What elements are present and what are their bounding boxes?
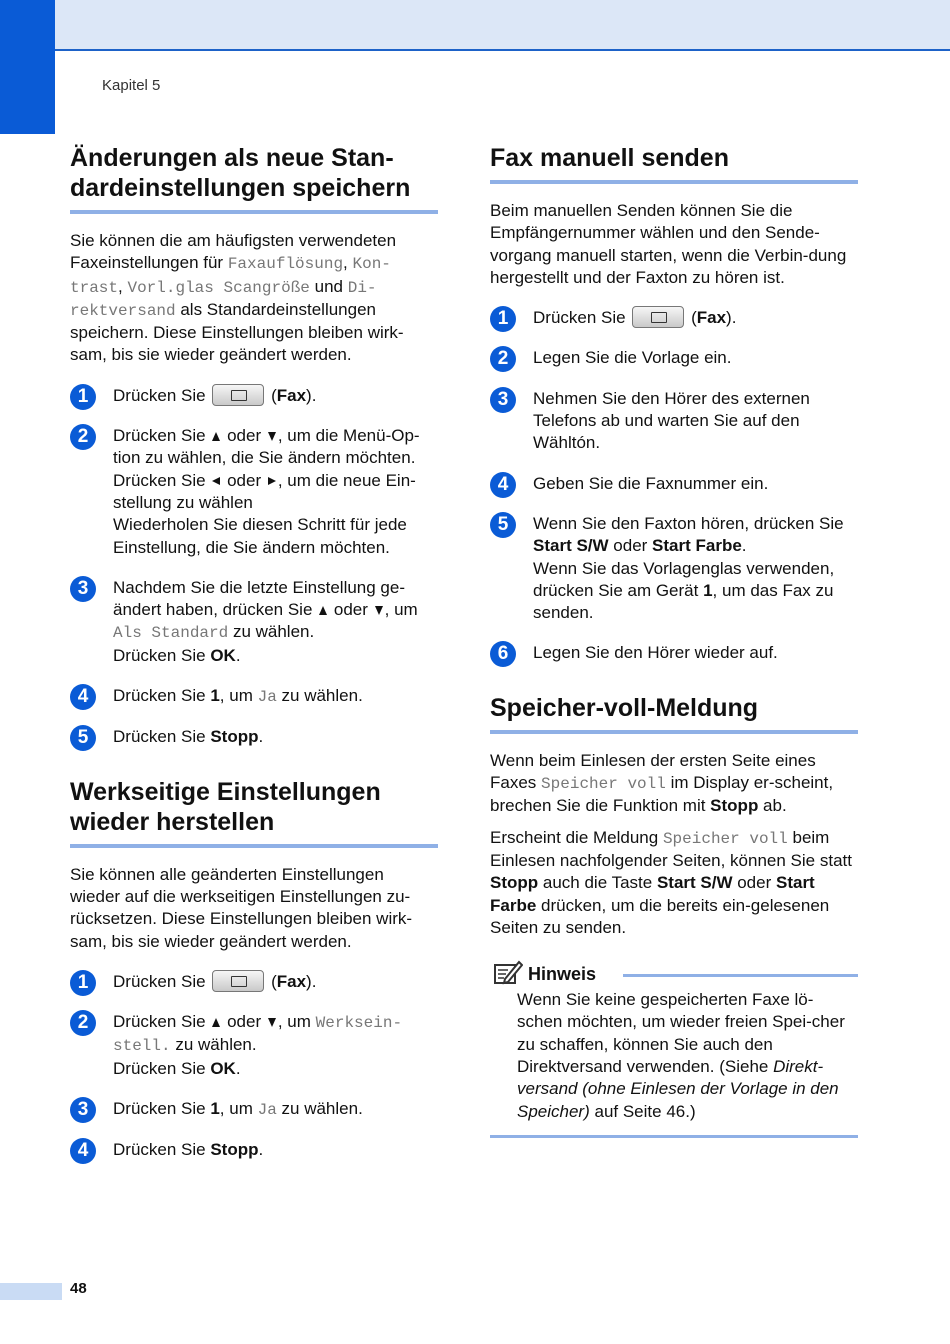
step-number: 2 [70,424,96,450]
note-divider [623,974,858,977]
memory-full-paragraph-1: Wenn beim Einlesen der ersten Seite eines Faxes Speicher voll im Display er-scheint, brechen Sie die Funktion mit Stopp ab. [490,750,834,816]
step-2: 2 Legen Sie die Vorlage ein. [490,347,858,369]
step-2: 2 Drücken Sie oder , um Werksein-stell. zu wählen. Drücken Sie OK. [70,1011,438,1080]
step-number: 2 [490,346,516,372]
section-title-manual-fax: Fax manuell senden [490,143,858,184]
right-arrow-icon [268,477,276,485]
chapter-label: Kapitel 5 [102,77,161,94]
up-arrow-icon [319,606,327,615]
down-arrow-icon [268,432,276,441]
step-6: 6 Legen Sie den Hörer wieder auf. [490,642,858,664]
down-arrow-icon [268,1018,276,1027]
section-title-save-defaults: Änderungen als neue Stan- dardeinstellungen speichern [70,143,438,214]
right-column [490,143,858,1138]
page-number: 48 [70,1280,87,1297]
up-arrow-icon [212,1018,220,1027]
note-body: Wenn Sie keine gespeicherten Faxe lö-schen möchten, um wieder freien Spei-cher zu schaffen, können Sie auch den Direktversand verwenden. (Siehe Direkt-versand (ohne Einlesen der Vorlage in den Speicher) auf Seite 46.) [490,989,858,1138]
step-5: 5 Drücken Sie Stopp. [70,726,438,748]
step-number: 3 [70,576,96,602]
step-number: 1 [70,384,96,410]
step-number: 6 [490,641,516,667]
intro-paragraph: Sie können alle geänderten Einstellungen wieder auf die werkseitigen Einstellungen zu-rücksetzen. Diese Einstellungen bleiben wirk-sam, bis sie wieder geändert werden. [70,864,413,951]
up-arrow-icon [212,432,220,441]
chapter-tab [0,0,55,134]
step-3: 3 Nachdem Sie die letzte Einstellung ge-ändert haben, drücken Sie oder , um Als Standard zu wählen. Drücken Sie OK. [70,577,438,667]
step-4: 4 Drücken Sie 1, um Ja zu wählen. [70,685,438,708]
step-1: 1 Drücken Sie (Fax). [70,385,438,407]
step-2: 2 Drücken Sie oder , um die Menü-Op-tion zu wählen, die Sie ändern möchten. Drücken Sie oder , um die neue Ein-stellung zu wählen Wiederholen Sie diesen Schritt für jede Einstellung, die Sie ändern möchten. [70,425,438,559]
fax-key-icon [632,306,684,328]
page-number-bar [0,1283,62,1300]
step-number: 1 [70,970,96,996]
note-box [490,959,858,1138]
step-number: 2 [70,1010,96,1036]
step-number: 5 [490,512,516,538]
step-number: 4 [490,472,516,498]
step-number: 4 [70,684,96,710]
step-4: 4 Drücken Sie Stopp. [70,1139,438,1161]
section-title-memory-full: Speicher-voll-Meldung [490,693,858,734]
step-4: 4 Geben Sie die Faxnummer ein. [490,473,858,495]
note-pencil-icon [493,959,523,985]
note-header [490,959,858,989]
fax-key-icon [212,970,264,992]
step-3: 3 Drücken Sie 1, um Ja zu wählen. [70,1098,438,1121]
step-number: 1 [490,306,516,332]
intro-paragraph: Beim manuellen Senden können Sie die Empfängernummer wählen und den Sende-vorgang manuell starten, wenn die Verbin-dung hergestellt und der Faxton zu hören ist. [490,201,847,287]
intro-paragraph: Sie können die am häufigsten verwendeten Faxeinstellungen für Faxauflösung, Kon-trast, Vorl.glas Scangröße und Di-rektversand als Standardeinstellungen speichern. Diese Einstellungen bleiben wirk-sam, bis sie wieder geändert werden. [70,231,404,365]
header-bar [0,0,950,51]
step-5: 5 Wenn Sie den Faxton hören, drücken Sie Start S/W oder Start Farbe. Wenn Sie das Vorlagenglas verwenden, drücken Sie am Gerät 1, um das Fax zu senden. [490,513,858,624]
step-number: 5 [70,725,96,751]
left-column [70,143,438,1162]
fax-key-icon [212,384,264,406]
memory-full-paragraph-2: Erscheint die Meldung Speicher voll beim Einlesen nachfolgender Seiten, können Sie statt Stopp auch die Taste Start S/W oder Start Farbe drücken, um die bereits ein-gelesenen Seiten zu senden. [490,827,852,937]
left-arrow-icon [212,477,220,485]
step-1: 1 Drücken Sie (Fax). [70,971,438,993]
step-number: 3 [490,387,516,413]
step-3: 3 Nehmen Sie den Hörer des externen Telefons ab und warten Sie auf den Wähltón. [490,388,858,455]
note-title: Hinweis [528,964,597,985]
step-1: 1 Drücken Sie (Fax). [490,307,858,329]
step-number: 4 [70,1138,96,1164]
down-arrow-icon [375,606,383,615]
step-number: 3 [70,1097,96,1123]
section-title-factory-reset: Werkseitige Einstellungen wieder herstellen [70,777,438,848]
